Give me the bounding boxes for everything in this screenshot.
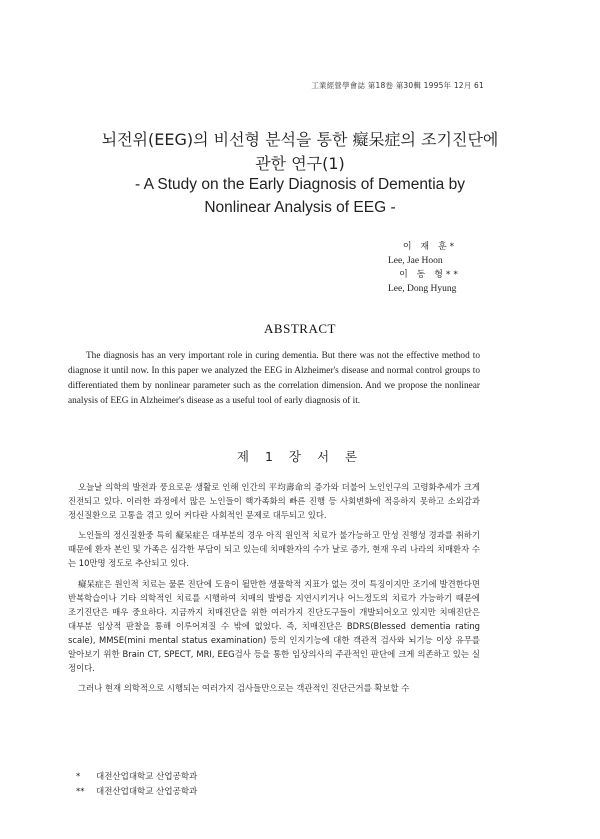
body-paragraph-1: 오늘날 의학의 발전과 풍요로운 생활로 인해 인간의 平均壽命의 증가와 더불어 노인인구의 고령화추세가 크게 진전되고 있다. 이러한 과정에서 많은 노인들이 핵가족화의 빠른 진행 등 사회변화에 적응하지 못하고 소외감과 정신질환으로 고통을 겪고 있어 커다란 사회적인 문제로 대두되고 있다. bbox=[68, 482, 480, 521]
author-2-korean: 이 동 형** bbox=[399, 270, 461, 280]
english-title bbox=[60, 173, 540, 219]
journal-header: 工業經營學會誌 第18卷 第30輯 1995年 12月 61 bbox=[311, 81, 484, 90]
english-title-line-1: - A Study on the Early Diagnosis of Dementia by bbox=[135, 176, 465, 193]
body-paragraph-4: 그러나 현재 의학적으로 시행되는 여러가지 검사들만으로는 객관적인 진단근거를 확보할 수 bbox=[78, 683, 410, 694]
chapter-heading: 제 1 장 서 론 bbox=[236, 449, 364, 464]
english-title-line-2: Nonlinear Analysis of EEG - bbox=[204, 199, 396, 216]
footnote-1-text: 대전산업대학교 산업공학과 bbox=[96, 772, 198, 782]
author-block bbox=[388, 240, 472, 296]
footnote-2-text: 대전산업대학교 산업공학과 bbox=[96, 787, 198, 797]
abstract-text: The diagnosis has an very important role in curing dementia. But there was not the effective method to diagnose it until now. In this paper we analyzed the EEG in Alzheimer's disease and normal control groups to differentiated them by nonlinear parameter such as the correlation dimension. And we propose the nonlinear analysis of EEG in Alzheimer's disease as a useful tool of early diagnosis of it. bbox=[68, 351, 480, 406]
abstract-heading: ABSTRACT bbox=[264, 321, 336, 336]
body-paragraph-2: 노인들의 정신질환중 특히 癡呆症은 대부분의 경우 아직 원인적 치료가 불가능하고 만성 진행성 경과를 취하기 때문에 환자 본인 및 가족은 심각한 부담이 되고 있는데 치매환자의 수가 날로 증가, 현재 우리 나라의 치매환자 수는 10만명 정도로 추산되고 있다. bbox=[68, 530, 480, 569]
author-1-korean: 이 재 훈* bbox=[402, 242, 458, 252]
korean-title-line-2: 관한 연구(1) bbox=[255, 154, 345, 173]
author-2-english: Lee, Dong Hyung bbox=[388, 284, 457, 294]
footnote-1 bbox=[76, 770, 376, 785]
abstract-body bbox=[68, 349, 480, 409]
footnote-2 bbox=[76, 785, 376, 800]
footnote-2-mark: ** bbox=[76, 787, 85, 797]
introduction-body bbox=[68, 480, 480, 695]
body-paragraph-3: 癡呆症은 원인적 치료는 물론 진단에 도움이 될만한 생물학적 지표가 없는 것이 특징이지만 조기에 발견한다면 반복학습이나 기타 의학적인 치료를 시행하여 치매의 발병을 지연시키거나 어느정도의 치료가 가능하기 때문에 조기진단은 매우 중요하다. 지금까지 치매진단을 위한 여러가지 진단도구들이 개발되어오고 있지만 치매진단은 대부분 임상적 판찰을 통해 이루어져질 수 밖에 없었다. 즉, 치매진단은 BDRS(Blessed dementia rating scale), MMSE(mini mental status examination) 등의 인지기능에 대한 객관적 검사와 뇌기능 이상 유무를 알아보기 위한 Brain CT, SPECT, MRI, EEG검사 등을 통한 임상의사의 주관적인 판단에 크게 의존하고 있는 실정이다. bbox=[68, 578, 480, 674]
author-1-english: Lee, Jae Hoon bbox=[388, 256, 443, 266]
korean-title bbox=[60, 128, 540, 176]
korean-title-line-1: 뇌전위(EEG)의 비선형 분석을 통한 癡呆症의 조기진단에 bbox=[101, 130, 499, 149]
footnote-1-mark: * bbox=[76, 772, 81, 782]
footnotes bbox=[76, 770, 376, 800]
